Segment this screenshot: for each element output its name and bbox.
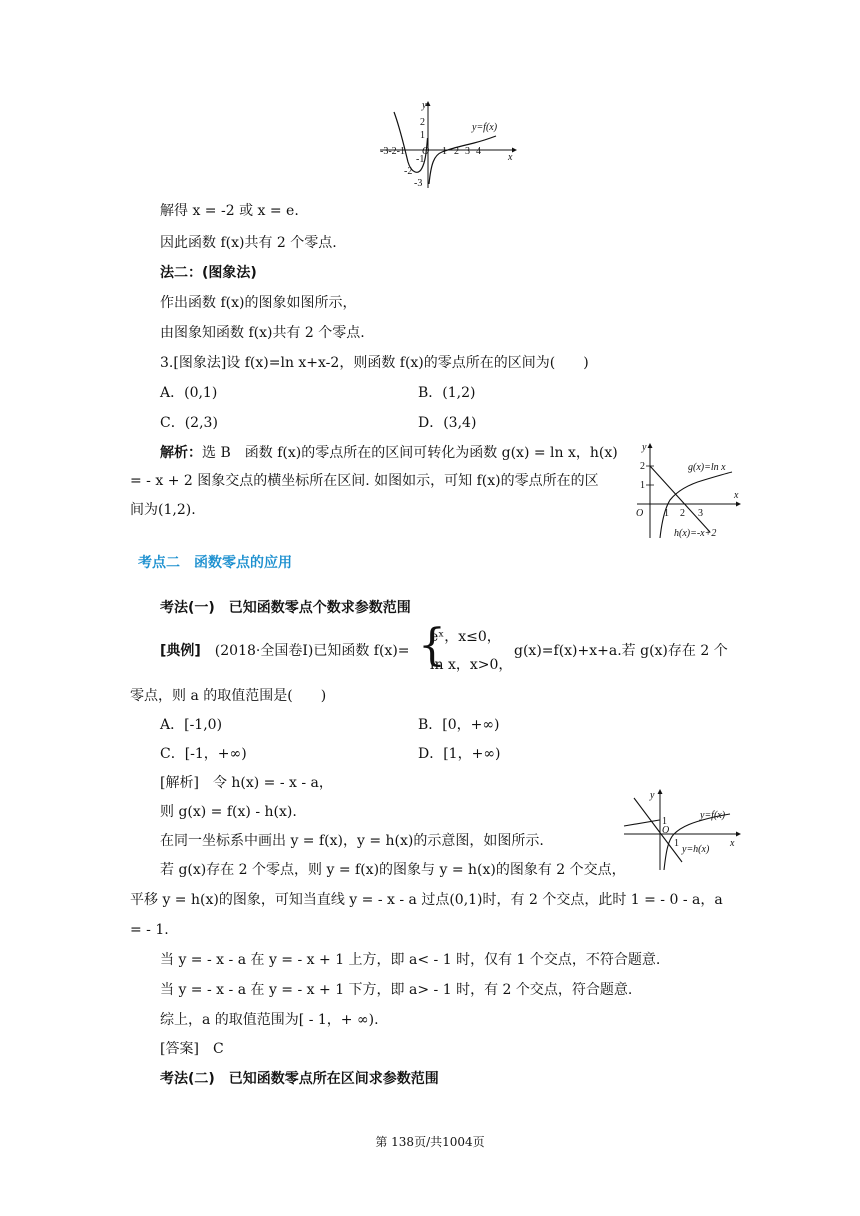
analysis-text-1: 令 h(x) = - x - a， <box>212 775 333 791</box>
fx-curve-right <box>429 136 496 184</box>
graph-gx-hx-figure <box>632 440 744 542</box>
graph1-ytick-m1: -1 <box>416 154 425 165</box>
example-option-c: C．[-1，+∞) <box>160 746 247 762</box>
h-line <box>634 798 682 862</box>
graph1-curve-label: y=f(x) <box>472 122 498 133</box>
analysis-line-4: 若 g(x)存在 2 个零点，则 y = f(x)的图象与 y = h(x)的图象有 2 个交点， <box>160 862 626 878</box>
analysis-line-7: 当 y = - x - a 在 y = - x + 1 上方，即 a< - 1 时，仅有 1 个交点，不符合题意. <box>160 952 661 968</box>
piecewise-case-1: eˣ，x≤0， <box>430 629 501 645</box>
graph1-ytick-m3: -3 <box>414 178 423 189</box>
example-option-a: A．[-1,0) <box>160 717 223 733</box>
method-1-heading: 考法(一) 已知函数零点个数求参数范围 <box>160 600 411 616</box>
solution-label: 解析： <box>160 445 202 461</box>
method-two-heading: 法二：(图象法) <box>160 265 257 281</box>
graph2-xtick-3: 3 <box>698 508 703 519</box>
example-source: (2018·全国卷Ⅰ)已知函数 f(x)= <box>214 643 410 659</box>
graph1-ylabel: y <box>422 100 427 111</box>
graph-fx-figure <box>370 98 520 190</box>
example-label: [典例] <box>160 643 201 659</box>
piecewise-case-2: ln x，x>0， <box>430 657 513 673</box>
graph1-ytick-m2: -2 <box>404 166 413 177</box>
graph2-h-label: h(x)=-x+2 <box>674 528 717 539</box>
section-heading-2: 考点二 函数零点的应用 <box>138 555 292 571</box>
analysis-line-8: 当 y = - x - a 在 y = - x + 1 下方，即 a> - 1 时，有 2 个交点，符合题意. <box>160 982 633 998</box>
q3-option-b: B．(1,2) <box>418 385 476 401</box>
graph2-ytick-1: 1 <box>640 480 645 491</box>
analysis-line-2: 则 g(x) = f(x) - h(x). <box>160 804 297 820</box>
graph3-ylabel: y <box>650 790 655 801</box>
q3-solution-line2: = - x + 2 图象交点的横坐标所在区间. 如图如示，可知 f(x)的零点所在的区 <box>130 473 599 489</box>
answer-value: C <box>212 1041 224 1057</box>
graph2-xtick-2: 2 <box>680 508 685 519</box>
graph3-ytick-1: 1 <box>662 816 667 827</box>
graph2-xtick-1: 1 <box>664 508 669 519</box>
question-3: 3.[图象法]设 f(x)=ln x+x-2，则函数 f(x)的零点所在的区间为( ) <box>160 355 589 371</box>
answer-label: [答案] <box>160 1041 199 1057</box>
piecewise-brace: { <box>418 620 446 671</box>
solution-text-1: 选 B 函数 f(x)的零点所在的区间可转化为函数 g(x) = ln x，h(x) <box>202 445 618 461</box>
q3-solution-line3: 间为(1,2). <box>130 502 196 518</box>
graph-f-h-figure <box>620 786 744 872</box>
solve-result-line: 解得 x = -2 或 x = e. <box>160 203 299 219</box>
graph2-ytick-2: 2 <box>640 461 645 472</box>
graph2-xlabel: x <box>734 490 739 501</box>
analysis-line-6: = - 1. <box>130 922 169 938</box>
zero-count-line: 因此函数 f(x)共有 2 个零点. <box>160 235 337 251</box>
analysis-line-5: 平移 y = h(x)的图象，可知当直线 y = - x - a 过点(0,1)时，有 2 个交点，此时 1 = - 0 - a，a <box>130 892 723 908</box>
graph2-origin: O <box>636 508 644 519</box>
draw-graph-line: 作出函数 f(x)的图象如图所示， <box>160 295 357 311</box>
method-2-heading: 考法(二) 已知函数零点所在区间求参数范围 <box>160 1071 439 1087</box>
graph1-xtick-1: 1 <box>442 146 447 157</box>
q3-solution-line1 <box>160 443 618 463</box>
q3-option-d: D．(3,4) <box>418 415 477 431</box>
hx-line <box>650 466 710 532</box>
graph-conclusion-line: 由图象知函数 f(x)共有 2 个零点. <box>160 325 365 341</box>
example-option-d: D．[1，+∞) <box>418 746 501 762</box>
graph3-origin: O <box>662 825 670 836</box>
graph1-xlabel: x <box>508 152 513 163</box>
graph1-xtick-3: 3 <box>465 146 470 157</box>
graph1-ytick-2: 2 <box>420 117 425 128</box>
graph1-xticks-neg: -3-2-1 <box>380 146 405 157</box>
graph3-f-label: y=f(x) <box>700 810 726 821</box>
q3-option-c: C．(2,3) <box>160 415 218 431</box>
example-tail: g(x)=f(x)+x+a.若 g(x)存在 2 个 <box>514 643 728 659</box>
graph1-xtick-4: 4 <box>476 146 481 157</box>
page-footer: 第 138页/共1004页 <box>375 1135 485 1149</box>
example-intro <box>160 641 410 661</box>
analysis-line-9: 综上，a 的取值范围为[ - 1，+ ∞). <box>160 1012 379 1028</box>
analysis-label: [解析] <box>160 775 199 791</box>
example-line-2: 零点，则 a 的取值范围是( ) <box>130 688 327 704</box>
graph3-h-label: y=h(x) <box>682 844 710 855</box>
q3-option-a: A．(0,1) <box>160 385 218 401</box>
answer-line <box>160 1039 224 1059</box>
graph1-origin: O <box>422 146 430 157</box>
analysis-line-1 <box>160 773 333 793</box>
graph3-xtick-1: 1 <box>674 838 679 849</box>
graph2-g-label: g(x)=ln x <box>688 462 726 473</box>
example-option-b: B．[0，+∞) <box>418 717 500 733</box>
graph1-ytick-1: 1 <box>420 130 425 141</box>
graph1-xtick-2: 2 <box>454 146 459 157</box>
graph3-xlabel: x <box>730 838 735 849</box>
graph2-ylabel: y <box>642 442 647 453</box>
analysis-line-3: 在同一坐标系中画出 y = f(x)，y = h(x)的示意图，如图所示. <box>160 833 544 849</box>
